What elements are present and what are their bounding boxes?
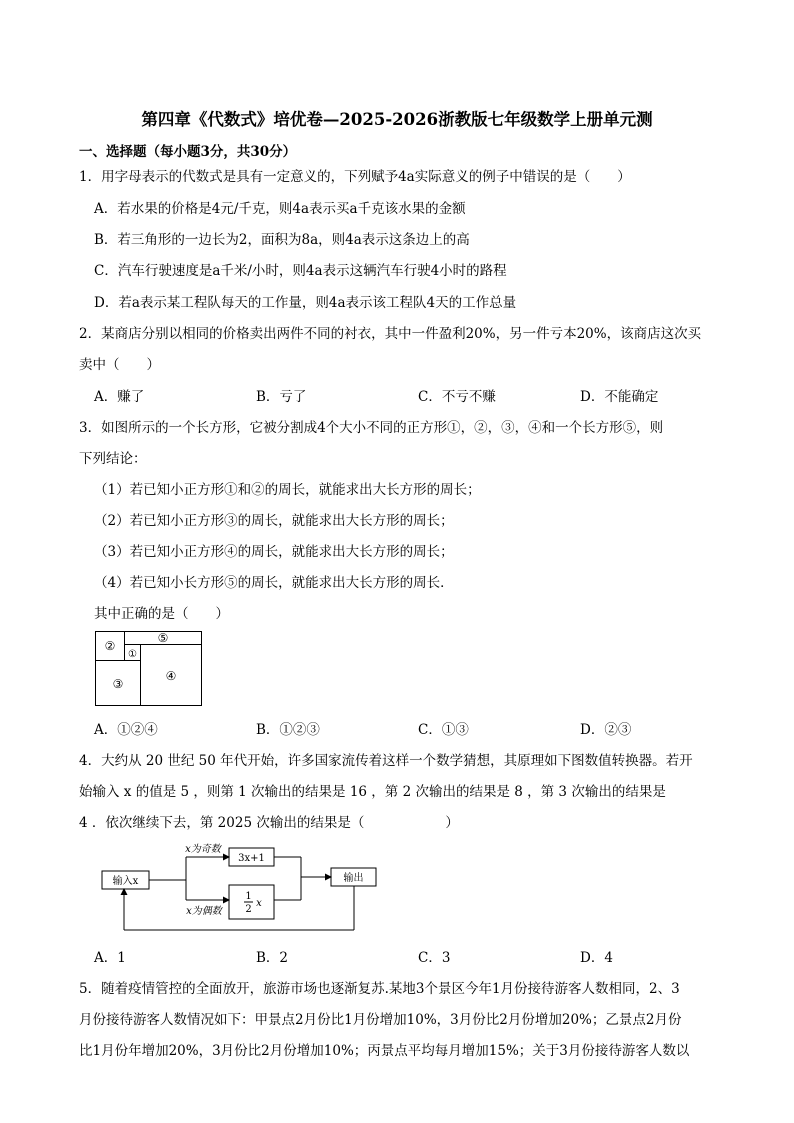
flow-half-numerator: 1 [245, 891, 252, 902]
fig-label-1: ① [128, 649, 137, 660]
q1-option-a: A．若水果的价格是4元/千克，则4a表示买a千克该水果的金额 [94, 201, 466, 217]
q2-option-b: B．亏了 [256, 389, 307, 405]
q1-option-c: C．汽车行驶速度是a千米/小时，则4a表示这辆汽车行驶4小时的路程 [94, 263, 507, 279]
q5-stem-line2: 月份接待游客人数情况如下：甲景点2月份比1月份增加10%，3月份比2月份增加20%；乙景点2月份 [79, 1012, 682, 1028]
flow-odd-label: x为奇数 [185, 844, 221, 855]
flow-even-label: x为偶数 [186, 906, 222, 917]
q3-option-b: B．①②③ [256, 722, 320, 738]
q1-stem: 1．用字母表示的代数式是具有一定意义的，下列赋予4a实际意义的例子中错误的是（ ） [79, 169, 631, 185]
q3-statement-4: （4）若已知小长方形⑤的周长，就能求出大长方形的周长． [94, 575, 454, 591]
q4-option-d: D．4 [580, 950, 613, 966]
q4-option-c: C．3 [418, 950, 451, 966]
number-converter-flowchart [98, 842, 388, 942]
q3-option-d: D．②③ [580, 722, 632, 738]
fig-label-2: ② [104, 639, 116, 653]
q4-stem-line1: 4．大约从 20 世纪 50 年代开始，许多国家流传着这样一个数学猜想，其原理如下图数值转换器。若开 [79, 753, 693, 769]
flow-output-label: 输出 [343, 873, 364, 884]
q3-option-c: C．①③ [418, 722, 469, 738]
q2-stem-line2: 卖中（ ） [79, 357, 160, 373]
q1-option-d: D．若a表示某工程队每天的工作量，则4a表示该工程队4天的工作总量 [94, 295, 517, 311]
flow-input-label: 输入x [112, 876, 139, 887]
q4-stem-line2: 始输入 x 的值是 5 ，则第 1 次输出的结果是 16 ，第 2 次输出的结果是 8 ，第 3 次输出的结果是 [79, 784, 666, 800]
q3-question: 其中正确的是（ ） [94, 606, 229, 622]
flow-half-denominator: 2 [245, 904, 252, 915]
flow-half-variable: x [256, 898, 262, 909]
q1-option-b: B．若三角形的一边长为2，面积为8a，则4a表示这条边上的高 [94, 232, 470, 248]
q3-stem-line1: 3．如图所示的一个长方形，它被分割成4个大小不同的正方形①，②，③，④和一个长方形⑤，则 [79, 420, 664, 436]
q3-statement-1: （1）若已知小正方形①和②的周长，就能求出大长方形的周长； [94, 482, 481, 498]
q5-stem-line1: 5．随着疫情管控的全面放开，旅游市场也逐渐复苏.某地3个景区今年1月份接待游客人数相同，2、3 [79, 981, 680, 997]
q4-option-a: A．1 [94, 950, 126, 966]
rectangle-partition-figure [94, 630, 206, 710]
q3-stem-line2: 下列结论： [79, 451, 147, 467]
q2-option-a: A．赚了 [94, 389, 145, 405]
q2-option-c: C．不亏不赚 [418, 389, 496, 405]
fig-label-4: ④ [165, 669, 177, 683]
page-title: 第四章《代数式》培优卷—2025-2026浙教版七年级数学上册单元测 [141, 110, 653, 129]
q3-option-a: A．①②④ [94, 722, 158, 738]
q4-option-b: B．2 [256, 950, 289, 966]
q4-stem-line3: 4 ．依次继续下去，第 2025 次输出的结果是（ ） [79, 815, 459, 831]
section-heading: 一、选择题（每小题3分，共30分） [79, 144, 297, 160]
fig-label-3: ③ [112, 677, 124, 691]
q3-statement-3: （3）若已知小正方形④的周长，就能求出大长方形的周长； [94, 544, 454, 560]
q5-stem-line3: 比1月份年增加20%，3月份比2月份增加10%；丙景点平均每月增加15%；关于3月份接待游客人数以 [79, 1043, 690, 1059]
q2-stem-line1: 2．某商店分别以相同的价格卖出两件不同的衬衣，其中一件盈利20%，另一件亏本20%，该商店这次买 [79, 326, 702, 342]
flow-odd-function: 3x+1 [238, 853, 265, 864]
q2-option-d: D．不能确定 [580, 389, 659, 405]
fig-label-5: ⑤ [157, 631, 169, 645]
q3-statement-2: （2）若已知小正方形③的周长，就能求出大长方形的周长； [94, 513, 454, 529]
